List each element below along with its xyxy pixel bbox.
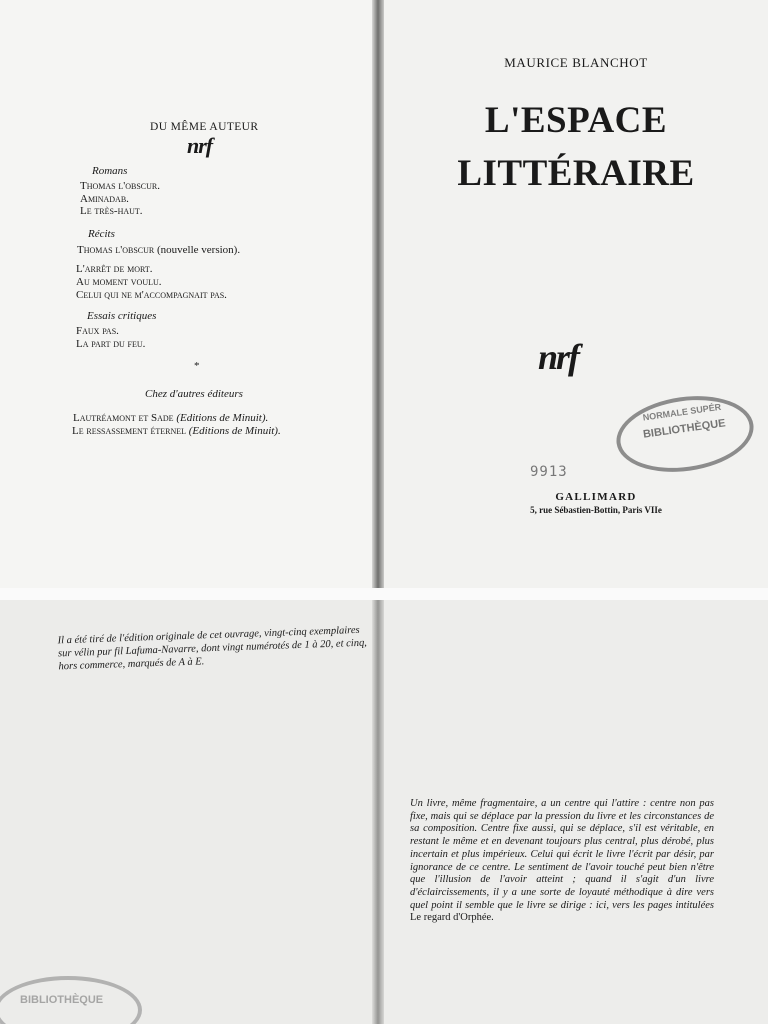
left-page-works-list (0, 0, 380, 588)
work-title: Le ressassement éternel (72, 425, 187, 437)
title-page (384, 0, 768, 588)
stamp-mid-text: BIBLIOTHÈQUE (642, 417, 727, 441)
list-item: Faux pas. (76, 325, 119, 337)
list-item: Aminadab. (80, 193, 129, 205)
gutter-top (372, 0, 384, 588)
shelfmark: 9913 (530, 464, 568, 480)
nrf-logo-small: nrf (187, 133, 213, 158)
blurb-text: Un livre, même fragmentaire, a un centre qui l'attire : centre non pas fixe, mais qui se déplace par la pression du livre et les circonstances de sa composition. Centre fixe aussi, qui se déplace, s'il est véritable, en restant le même et en devenant toujours plus central, plus dérobé, plus incertain et plus impérieux. Celui qui écrit le livre l'écrit par désir, par ignorance de ce centre. Le sentiment de l'avoir touché peut bien n'être que l'illusion de l'avoir atteint ; quand il s'agit d'un livre d'éclaircissements, il y a une sorte de loyauté méthodique à dire vers quel point il semble que le livre se dirige : ici, vers les pages intitulées (410, 798, 714, 911)
blurb-paragraph (410, 798, 714, 925)
corner-stamp (0, 976, 142, 1024)
section-romans: Romans (92, 165, 128, 177)
colophon-text: Il a été tiré de l'édition originale de cet ouvrage, vingt-cinq exemplaires sur vélin pur fil Lafuma-Navarre, dont vingt numérotés de 1 à 20, et cinq, hors commerce, marqués de A à E. (57, 624, 368, 673)
book-title-line1: L'ESPACE (484, 100, 668, 141)
list-item: L'arrêt de mort. (76, 263, 153, 275)
publisher-name: GALLIMARD (555, 491, 637, 503)
header-same-author: DU MÊME AUTEUR (150, 121, 259, 133)
list-item (72, 425, 281, 437)
work-title: Thomas l'obscur (77, 244, 155, 256)
publisher-address: 5, rue Sébastien-Bottin, Paris VIIe (530, 505, 662, 515)
section-other-publishers: Chez d'autres éditeurs (145, 388, 243, 400)
section-recits: Récits (88, 228, 115, 240)
corner-stamp-text: BIBLIOTHÈQUE (20, 994, 104, 1006)
section-essais: Essais critiques (87, 310, 157, 322)
scan-divider (0, 588, 768, 600)
separator-star: * (194, 360, 200, 372)
list-item (73, 412, 268, 424)
list-item: Thomas l'obscur. (80, 180, 160, 192)
list-item: Le très-haut. (80, 205, 143, 217)
work-note: (Editions de Minuit). (186, 425, 281, 437)
gutter-bottom (372, 600, 384, 1024)
list-item (77, 244, 240, 256)
book-title-line2: LITTÉRAIRE (457, 153, 695, 194)
author-name: MAURICE BLANCHOT (504, 55, 648, 70)
library-stamp (612, 388, 759, 480)
list-item: Celui qui ne m'accompagnait pas. (76, 289, 227, 301)
stamp-top-text: NORMALE SUPÉR (642, 401, 722, 423)
work-note: (Editions de Minuit). (173, 412, 269, 424)
work-title: Lautréamont et Sade (73, 412, 174, 424)
work-note: (nouvelle version). (154, 244, 241, 256)
colophon-page (0, 600, 380, 1024)
back-page (384, 600, 768, 1024)
list-item: Au moment voulu. (76, 276, 162, 288)
nrf-logo-large: nrf (538, 337, 579, 377)
list-item: La part du feu. (76, 338, 146, 350)
blurb-text-roman: Le regard d'Orphée. (410, 912, 494, 924)
